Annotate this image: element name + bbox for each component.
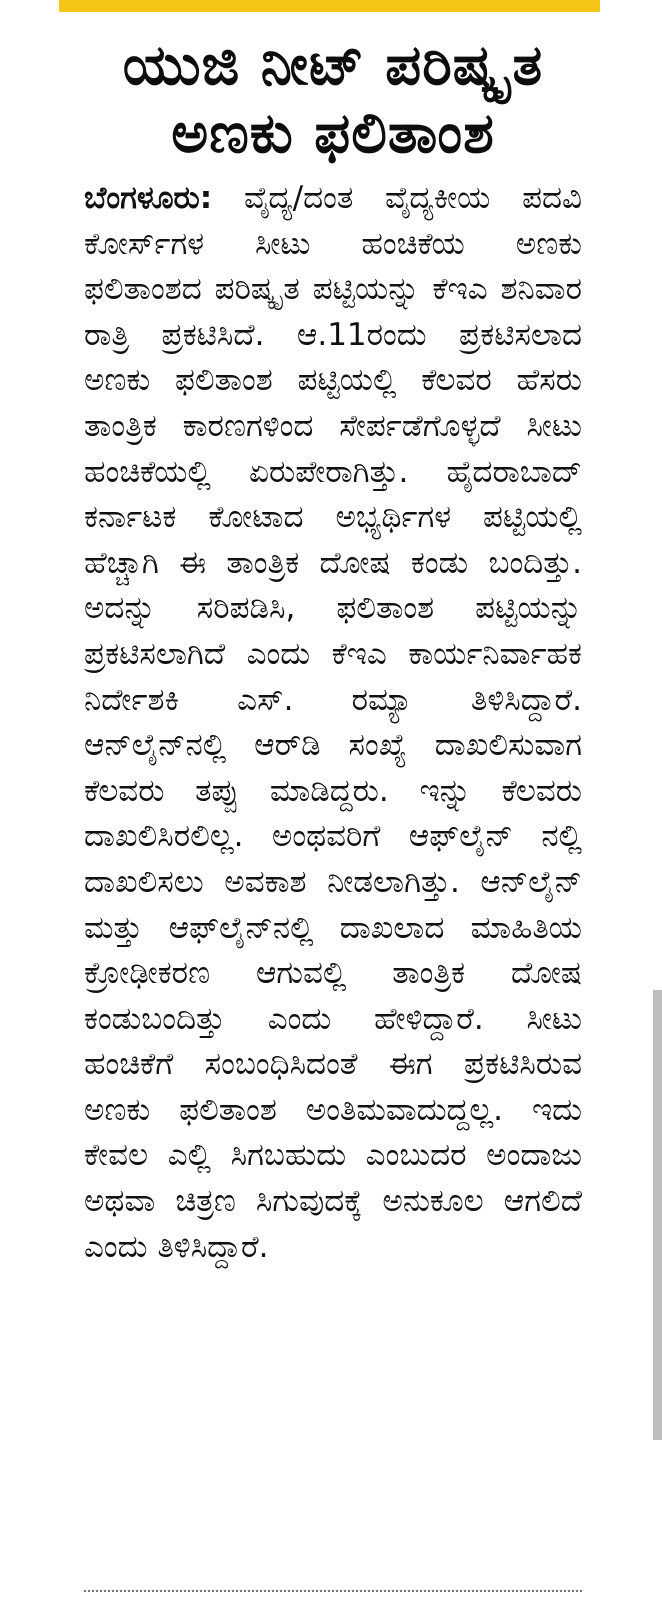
headline-line-1: ಯುಜಿ ನೀಟ್ ಪರಿಷ್ಕೃತ <box>122 33 544 98</box>
dotted-divider <box>84 1590 582 1592</box>
article-body <box>84 176 582 1270</box>
dateline: ಬೆಂಗಳೂರು: <box>84 180 213 216</box>
top-accent-bar <box>59 0 600 12</box>
headline <box>84 32 582 168</box>
scrollbar[interactable] <box>653 990 662 1440</box>
headline-line-2: ಅಣಕು ಫಲಿತಾಂಶ <box>171 101 495 166</box>
article-text: ವೈದ್ಯ/ದಂತ ವೈದ್ಯಕೀಯ ಪದವಿ ಕೋರ್ಸ್‌ಗಳ ಸೀಟು ಹಂಚಿಕೆಯ ಅಣಕು ಫಲಿತಾಂಶದ ಪರಿಷ್ಕೃತ ಪಟ್ಟಿಯನ್ನು ಕೆಇಎ ಶನಿವಾರ ರಾತ್ರಿ ಪ್ರಕಟಿಸಿದೆ. ಆ.11ರಂದು ಪ್ರಕಟಿಸಲಾದ ಅಣಕು ಫಲಿತಾಂಶ ಪಟ್ಟಿಯಲ್ಲಿ ಕೆಲವರ ಹೆಸರು ತಾಂತ್ರಿಕ ಕಾರಣಗಳಿಂದ ಸೇರ್ಪಡೆಗೊಳ್ಳದೆ ಸೀಟು ಹಂಚಿಕೆಯಲ್ಲಿ ಏರುಪೇರಾಗಿತ್ತು. ಹೈದರಾಬಾದ್ ಕರ್ನಾಟಕ ಕೋಟಾದ ಅಭ್ಯರ್ಥಿಗಳ ಪಟ್ಟಿಯಲ್ಲಿ ಹೆಚ್ಚಾಗಿ ಈ ತಾಂತ್ರಿಕ ದೋಷ ಕಂಡು ಬಂದಿತ್ತು. ಅದನ್ನು ಸರಿಪಡಿಸಿ, ಫಲಿತಾಂಶ ಪಟ್ಟಿಯನ್ನು ಪ್ರಕಟಿಸಲಾಗಿದೆ ಎಂದು ಕೆಇಎ ಕಾರ್ಯನಿರ್ವಾಹಕ ನಿರ್ದೇಶಕಿ ಎಸ್. ರಮ್ಯಾ ತಿಳಿಸಿದ್ದಾರೆ. ಆನ್‌ಲೈನ್‌ನಲ್ಲಿ ಆರ್‌ಡಿ ಸಂಖ್ಯೆ ದಾಖಲಿಸುವಾಗ ಕೆಲವರು ತಪ್ಪು ಮಾಡಿದ್ದರು. ಇನ್ನು ಕೆಲವರು ದಾಖಲಿಸಿರಲಿಲ್ಲ. ಅಂಥವರಿಗೆ ಆಫ್‌ಲೈನ್ ನಲ್ಲಿ ದಾಖಲಿಸಲು ಅವಕಾಶ ನೀಡಲಾಗಿತ್ತು. ಆನ್‌ಲೈನ್ ಮತ್ತು ಆಫ್‌ಲೈನ್‌ನಲ್ಲಿ ದಾಖಲಾದ ಮಾಹಿತಿಯ ಕ್ರೋಢೀಕರಣ ಆಗುವಲ್ಲಿ ತಾಂತ್ರಿಕ ದೋಷ ಕಂಡುಬಂದಿತ್ತು ಎಂದು ಹೇಳಿದ್ದಾರೆ. ಸೀಟು ಹಂಚಿಕೆಗೆ ಸಂಬಂಧಿಸಿದಂತೆ ಈಗ ಪ್ರಕಟಿಸಿರುವ ಅಣಕು ಫಲಿತಾಂಶ ಅಂತಿಮವಾದುದ್ದಲ್ಲ. ಇದು ಕೇವಲ ಎಲ್ಲಿ ಸಿಗಬಹುದು ಎಂಬುದರ ಅಂದಾಜು ಅಥವಾ ಚಿತ್ರಣ ಸಿಗುವುದಕ್ಕೆ ಅನುಕೂಲ ಆಗಲಿದೆ ಎಂದು ತಿಳಿಸಿದ್ದಾರೆ. <box>84 180 582 1265</box>
